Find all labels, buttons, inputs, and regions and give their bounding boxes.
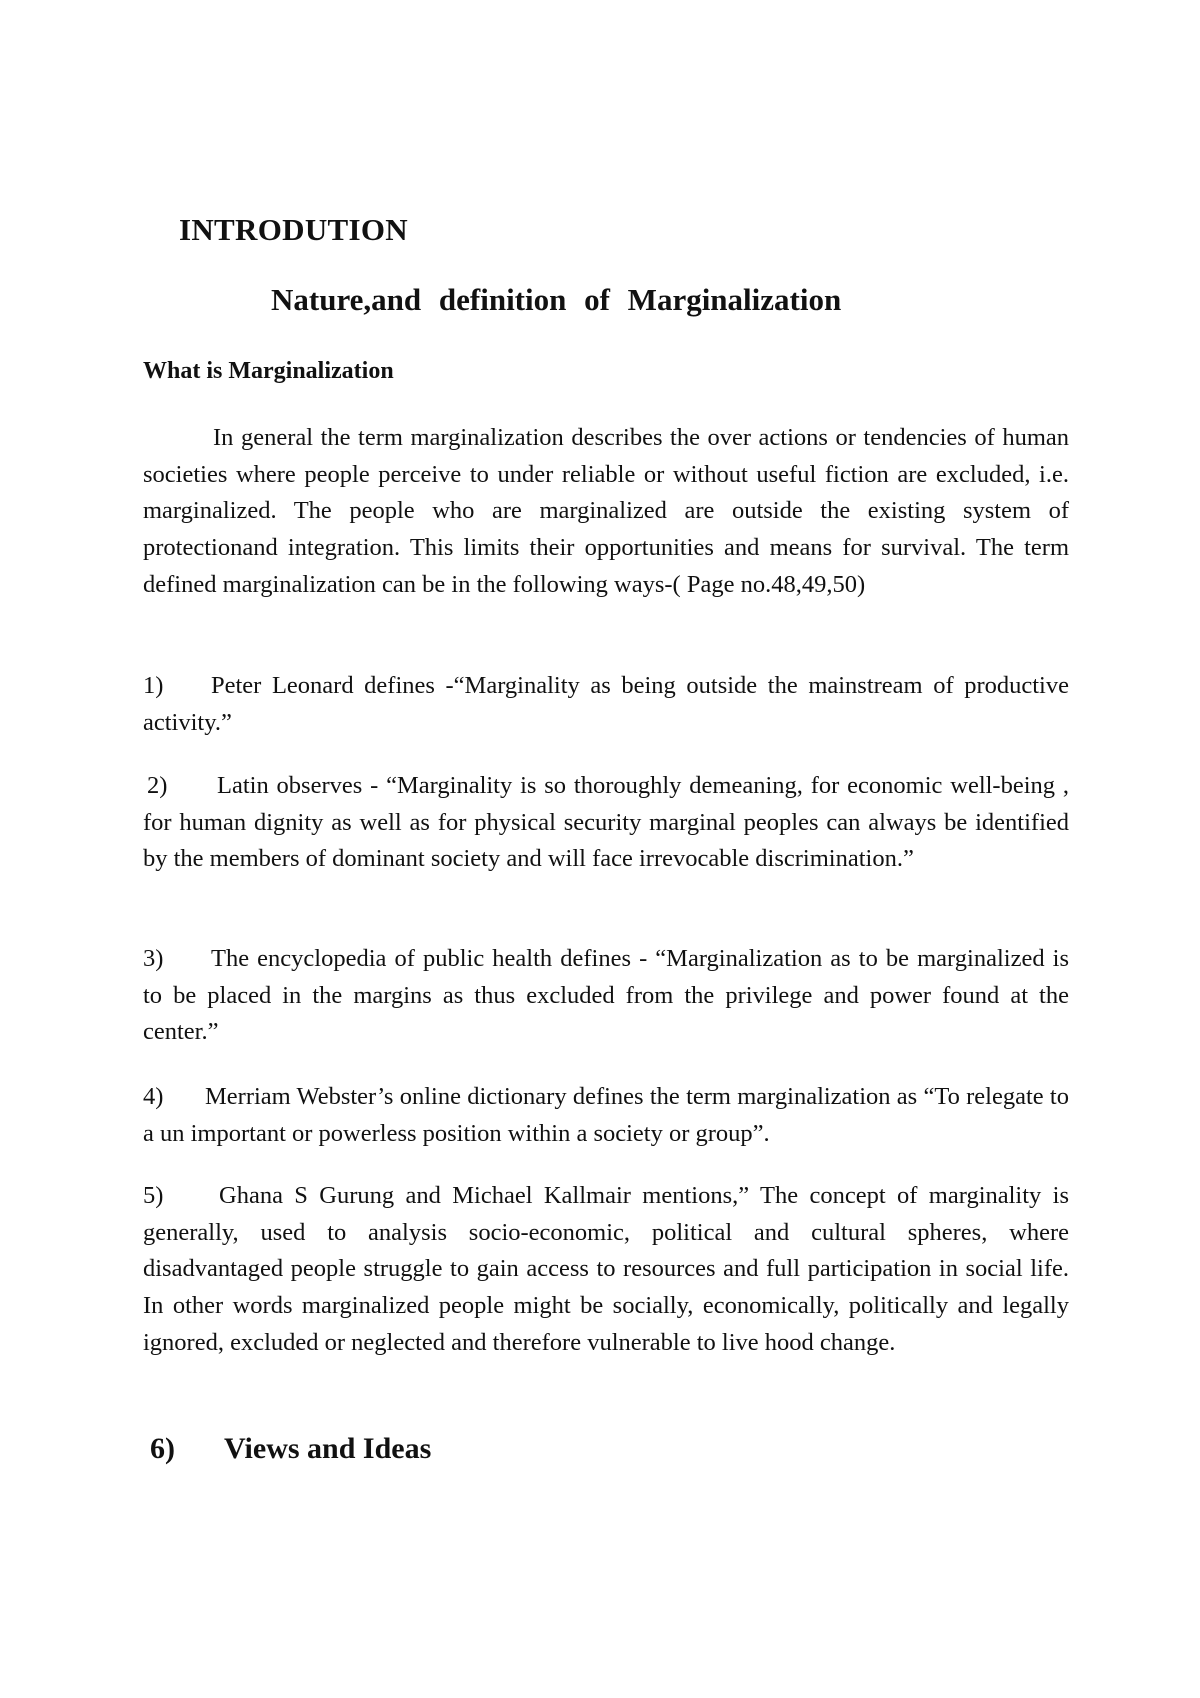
definition-item-5 <box>143 1178 1069 1362</box>
section-6-heading <box>150 1432 431 1466</box>
subheading: What is Marginalization <box>143 358 394 384</box>
definition-text: The encyclopedia of public health defines - “Marginalization as to be marginalized is to be placed in the margins as thus excluded from the privilege and power found at the center.” <box>143 945 1069 1046</box>
definition-text: Ghana S Gurung and Michael Kallmair mentions,” The concept of marginality is generally, used to analysis socio-economic, political and cultural spheres, where disadvantaged people struggle to gain access to resources and full participation in social life. In other words marginalized people might be socially, economically, politically and legally ignored, excluded or neglected and therefore vulnerable to live hood change. <box>143 1182 1069 1356</box>
definition-number: 3) <box>143 945 164 972</box>
definition-item-4 <box>143 1079 1069 1152</box>
definition-text: Merriam Webster’s online dictionary defines the term marginalization as “To relegate to a un important or powerless position within a society or group”. <box>143 1083 1069 1147</box>
section-number: 6) <box>150 1432 175 1465</box>
definition-number: 5) <box>143 1182 164 1209</box>
section-title: Views and Ideas <box>224 1432 432 1465</box>
definition-number: 1) <box>143 672 164 699</box>
page-title: Nature,and definition of Marginalization <box>271 282 842 317</box>
section-heading: INTRODUTION <box>179 212 408 247</box>
definition-item-2 <box>143 768 1069 878</box>
definition-text: Latin observes - “Marginality is so thoroughly demeaning, for economic well-being , for human dignity as well as for physical security marginal peoples can always be identified by the members of dominant society and will face irrevocable discrimination.” <box>143 772 1069 873</box>
definition-number: 4) <box>143 1083 164 1110</box>
intro-paragraph: In general the term marginalization describes the over actions or tendencies of human societies where people perceive to under reliable or without useful fiction are excluded, i.e. marginalized. The people who are marginalized are outside the existing system of protectionand integration. This limits their opportunities and means for survival. The term defined marginalization can be in the following ways-( Page no.48,49,50) <box>143 424 1069 598</box>
definition-number: 2) <box>147 772 168 799</box>
definition-text: Peter Leonard defines -“Marginality as being outside the mainstream of productive activity.” <box>143 672 1069 736</box>
definition-item-1 <box>143 668 1069 741</box>
definition-item-3 <box>143 941 1069 1051</box>
